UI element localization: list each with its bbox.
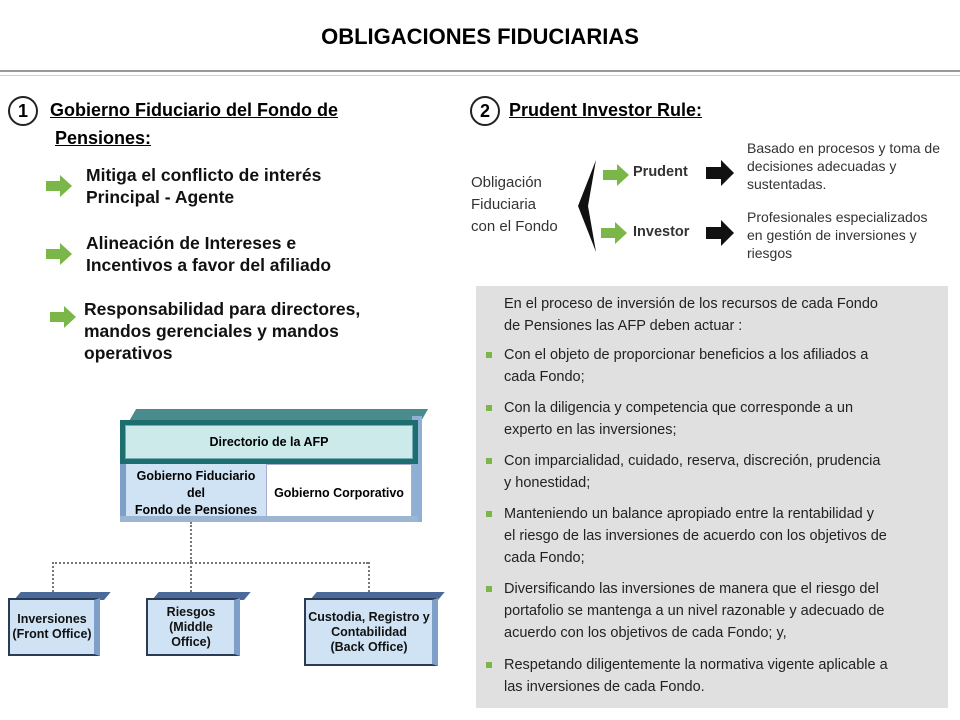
square-bullet-icon bbox=[486, 405, 492, 411]
investor-desc-line2: en gestión de inversiones y bbox=[747, 227, 917, 243]
connector-line bbox=[52, 562, 54, 592]
directorio-outer bbox=[120, 420, 418, 464]
section-1-title-line1: Gobierno Fiduciario del Fondo de bbox=[50, 100, 338, 120]
panel-item bbox=[486, 344, 944, 388]
square-bullet-icon bbox=[486, 458, 492, 464]
riesgos-box bbox=[146, 598, 240, 656]
title-divider-thin bbox=[0, 75, 960, 76]
panel-item-line: Diversificando las inversiones de manera que el riesgo del bbox=[504, 581, 879, 597]
panel-item bbox=[486, 654, 944, 698]
gobierno-corporativo-box: Gobierno Corporativo bbox=[266, 464, 412, 522]
custodia-box bbox=[304, 598, 438, 666]
panel-item-line: Manteniendo un balance apropiado entre la rentabilidad y bbox=[504, 506, 875, 522]
panel-item-line: y honestidad; bbox=[504, 475, 591, 491]
panel-item-line: Con imparcialidad, cuidado, reserva, discreción, prudencia bbox=[504, 453, 881, 469]
directorio-box: Directorio de la AFP bbox=[125, 425, 413, 459]
investor-label: Investor bbox=[633, 224, 690, 240]
panel-intro bbox=[504, 293, 944, 337]
square-bullet-icon bbox=[486, 586, 492, 592]
obligation-line1: Obligación bbox=[471, 174, 542, 191]
bullet-1-line1: Mitiga el conflicto de interés bbox=[86, 165, 322, 185]
connector-line bbox=[52, 562, 368, 564]
bullet-2-line1: Alineación de Intereses e bbox=[86, 233, 297, 253]
riesgos-line: Riesgos bbox=[166, 604, 216, 619]
gob-fid-line: Fondo de Pensiones bbox=[134, 502, 258, 517]
square-bullet-icon bbox=[486, 511, 492, 517]
green-arrow-icon bbox=[46, 175, 72, 197]
square-bullet-icon bbox=[486, 662, 492, 668]
inversiones-line: (Front Office) bbox=[12, 627, 92, 641]
panel-item-line: las inversiones de cada Fondo. bbox=[504, 679, 705, 695]
section-1-title-line2: Pensiones: bbox=[55, 128, 152, 148]
bullet-2 bbox=[86, 232, 331, 276]
connector-line bbox=[190, 562, 192, 592]
section-2-title: Prudent Investor Rule: bbox=[509, 100, 703, 120]
custodia-line: Contabilidad bbox=[331, 624, 407, 639]
panel-item-line: cada Fondo; bbox=[504, 550, 585, 566]
green-arrow-icon bbox=[46, 243, 72, 265]
panel-intro-line2: de Pensiones las AFP deben actuar : bbox=[504, 318, 743, 334]
bullet-2-line2: Incentivos a favor del afiliado bbox=[86, 255, 332, 275]
black-arrow-icon bbox=[706, 220, 734, 246]
panel-item bbox=[486, 397, 944, 441]
bullet-3 bbox=[84, 298, 360, 364]
panel-item-line: experto en las inversiones; bbox=[504, 422, 677, 438]
obligation-line2: Fiduciaria bbox=[471, 196, 537, 213]
investor-desc-line1: Profesionales especializados bbox=[747, 209, 928, 225]
prudent-label: Prudent bbox=[633, 164, 688, 180]
prudent-description bbox=[747, 139, 960, 193]
green-arrow-icon bbox=[50, 306, 76, 328]
panel-item-line: portafolio se mantenga a un nivel razonable y adecuado de bbox=[504, 603, 885, 619]
prudent-desc-line1: Basado en procesos y toma de bbox=[747, 140, 941, 156]
riesgos-line: (Middle Office) bbox=[169, 619, 213, 649]
section-2-number: 2 bbox=[470, 96, 500, 126]
panel-item bbox=[486, 503, 944, 569]
page-title: OBLIGACIONES FIDUCIARIAS bbox=[321, 24, 639, 49]
panel-item-line: cada Fondo; bbox=[504, 369, 585, 385]
bullet-3-line1: Responsabilidad para directores, bbox=[84, 299, 361, 319]
connector-line bbox=[368, 562, 370, 592]
inversiones-box bbox=[8, 598, 100, 656]
panel-item-line: Respetando diligentemente la normativa vigente aplicable a bbox=[504, 657, 888, 673]
custodia-line: Custodia, Registro y bbox=[308, 609, 430, 624]
bullet-1 bbox=[86, 164, 321, 208]
gob-fid-line: Gobierno Fiduciario del bbox=[136, 468, 256, 500]
brace-icon bbox=[574, 158, 598, 254]
panel-item bbox=[486, 450, 944, 494]
title-divider bbox=[0, 70, 960, 72]
investor-description bbox=[747, 208, 960, 262]
green-arrow-icon bbox=[603, 164, 629, 186]
black-arrow-icon bbox=[706, 160, 734, 186]
green-arrow-icon bbox=[601, 222, 627, 244]
panel-item-line: Con la diligencia y competencia que corresponde a un bbox=[504, 400, 854, 416]
obligation-line3: con el Fondo bbox=[471, 218, 558, 235]
investor-desc-line3: riesgos bbox=[747, 245, 793, 261]
gobierno-fiduciario-box bbox=[120, 464, 266, 522]
inversiones-line: Inversiones bbox=[17, 612, 87, 626]
custodia-line: (Back Office) bbox=[330, 639, 408, 654]
bullet-1-line2: Principal - Agente bbox=[86, 187, 235, 207]
bullet-3-line3: operativos bbox=[84, 343, 173, 363]
section-1-number: 1 bbox=[8, 96, 38, 126]
panel-item bbox=[486, 578, 944, 644]
square-bullet-icon bbox=[486, 352, 492, 358]
org-bottom-edge bbox=[120, 516, 418, 522]
prudent-desc-line2: decisiones adecuadas y bbox=[747, 158, 897, 174]
bullet-3-line2: mandos gerenciales y mandos bbox=[84, 321, 339, 341]
panel-intro-line1: En el proceso de inversión de los recursos de cada Fondo bbox=[504, 296, 878, 312]
prudent-desc-line3: sustentadas. bbox=[747, 176, 827, 192]
panel-item-line: el riesgo de las inversiones de acuerdo con los objetivos de bbox=[504, 528, 887, 544]
connector-line bbox=[190, 522, 192, 562]
panel-item-line: Con el objeto de proporcionar beneficios a los afiliados a bbox=[504, 347, 869, 363]
obligation-label bbox=[471, 172, 558, 238]
panel-item-line: acuerdo con los objetivos de cada Fondo; y, bbox=[504, 625, 787, 641]
